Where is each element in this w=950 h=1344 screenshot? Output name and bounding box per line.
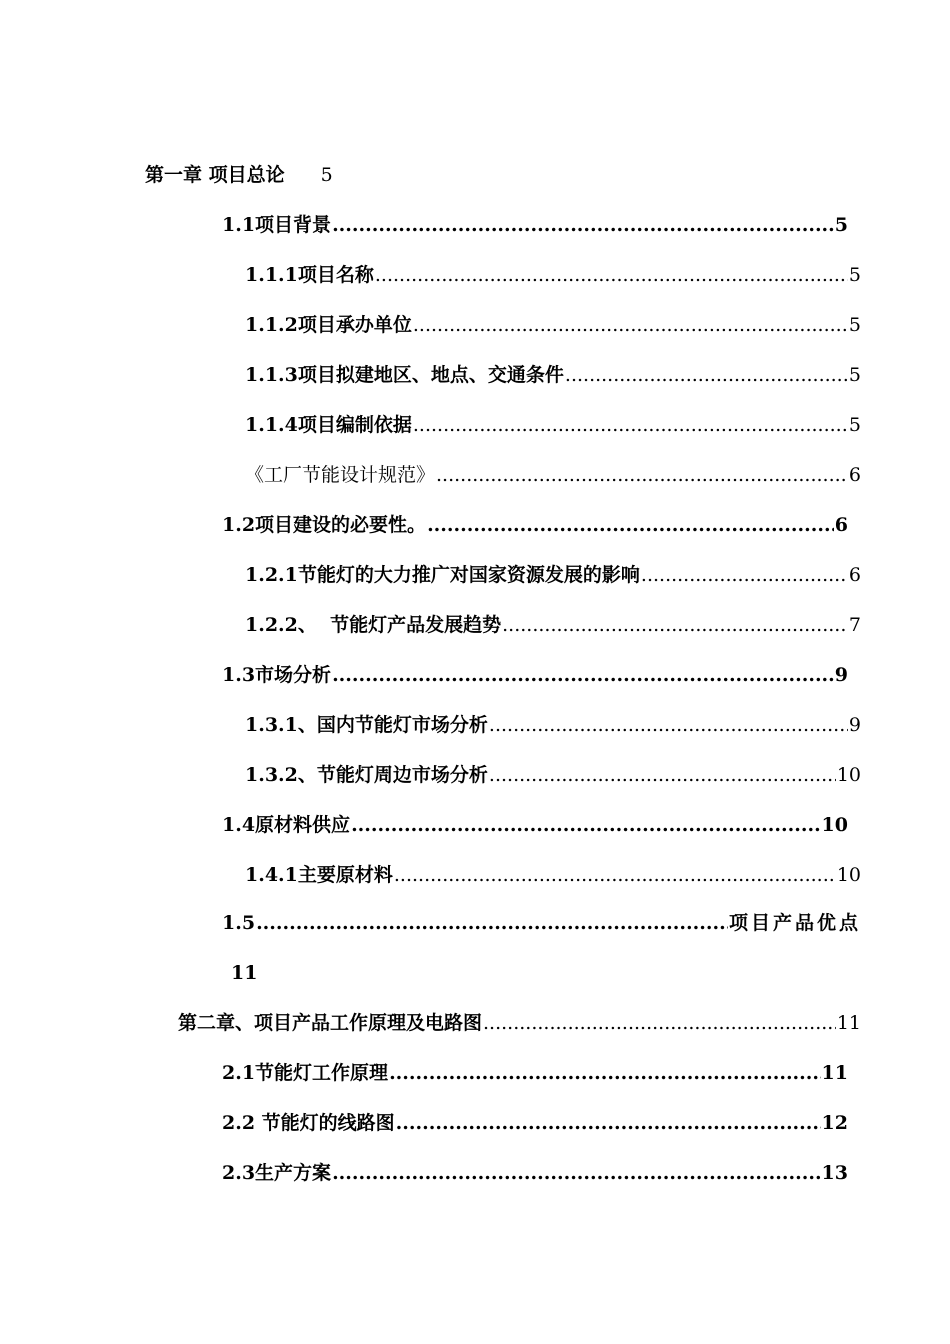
toc-entry-title: 1.1.2项目承办单位 — [245, 314, 412, 336]
toc-entry-title: 1.2.1节能灯的大力推广对国家资源发展的影响 — [245, 564, 640, 586]
toc-leader — [489, 712, 848, 738]
toc-entry-1-2[interactable] — [222, 512, 848, 538]
toc-entry-page: 10 — [821, 814, 848, 836]
toc-entry-1-3[interactable] — [222, 662, 848, 688]
toc-leader — [332, 1160, 820, 1186]
toc-entry-1-1-4[interactable] — [245, 412, 861, 438]
toc-entry-title: 1.1.4项目编制依据 — [245, 414, 412, 436]
toc-entry-2-2[interactable] — [222, 1110, 848, 1136]
toc-entry-page: 5 — [848, 264, 861, 286]
toc-entry-chapter-1[interactable] — [145, 162, 333, 188]
toc-leader — [394, 862, 836, 888]
toc-entry-page: 5 — [848, 314, 861, 336]
toc-entry-title: 2.3生产方案 — [222, 1162, 332, 1184]
toc-entry-title: 1.2项目建设的必要性。 — [222, 514, 427, 536]
toc-leader — [427, 512, 834, 538]
toc-entry-title: 第一章 项目总论 — [145, 164, 285, 186]
toc-entry-1-4-1[interactable] — [245, 862, 861, 888]
toc-entry-title: 《工厂节能设计规范》 — [245, 464, 436, 486]
toc-leader — [256, 910, 728, 936]
toc-entry-page: 6 — [848, 464, 861, 486]
toc-entry-page: 11 — [231, 962, 258, 984]
toc-entry-title: 1.5 — [222, 912, 256, 934]
toc-leader — [641, 562, 848, 588]
toc-entry-design-spec[interactable] — [245, 462, 861, 488]
toc-entry-page: 10 — [836, 864, 861, 886]
toc-entry-title: 1.1.1项目名称 — [245, 264, 374, 286]
toc-entry-page: 11 — [836, 1012, 861, 1034]
toc-entry-page: 7 — [848, 614, 861, 636]
toc-entry-title: 2.2 节能灯的线路图 — [222, 1112, 395, 1134]
toc-leader — [375, 262, 848, 288]
toc-entry-title: 1.2.2、 节能灯产品发展趋势 — [245, 614, 502, 636]
toc-entry-1-1-1[interactable] — [245, 262, 861, 288]
toc-entry-1-4[interactable] — [222, 812, 848, 838]
toc-entry-page: 6 — [848, 564, 861, 586]
toc-entry-chapter-2[interactable] — [178, 1010, 861, 1036]
toc-leader — [413, 412, 848, 438]
toc-entry-1-3-2[interactable] — [245, 762, 861, 788]
toc-entry-title: 第二章、项目产品工作原理及电路图 — [178, 1012, 483, 1034]
toc-entry-title: 1.4.1主要原材料 — [245, 864, 393, 886]
toc-entry-page: 5 — [848, 364, 861, 386]
toc-entry-page: 13 — [821, 1162, 848, 1184]
toc-entry-1-2-2[interactable] — [245, 612, 861, 638]
toc-entry-page: 5 — [320, 164, 333, 186]
toc-leader — [332, 662, 834, 688]
toc-entry-2-3[interactable] — [222, 1160, 848, 1186]
toc-leader — [483, 1010, 836, 1036]
toc-entry-1-2-1[interactable] — [245, 562, 861, 588]
toc-entry-title: 1.3.1、国内节能灯市场分析 — [245, 714, 488, 736]
toc-entry-1-1-2[interactable] — [245, 312, 861, 338]
toc-leader — [489, 762, 836, 788]
toc-entry-title: 1.1.3项目拟建地区、地点、交通条件 — [245, 364, 564, 386]
toc-entry-page: 11 — [821, 1062, 848, 1084]
toc-entry-page: 5 — [848, 414, 861, 436]
toc-entry-1-1[interactable] — [222, 212, 848, 238]
toc-leader — [396, 1110, 821, 1136]
toc-leader — [351, 812, 820, 838]
toc-leader — [502, 612, 848, 638]
toc-entry-page: 6 — [834, 514, 848, 536]
toc-entry-title: 1.4原材料供应 — [222, 814, 351, 836]
toc-entry-page: 9 — [834, 664, 848, 686]
toc-entry-page: 12 — [821, 1112, 848, 1134]
toc-entry-title: 1.3市场分析 — [222, 664, 332, 686]
toc-entry-1-5[interactable] — [222, 910, 861, 936]
toc-entry-page: 10 — [836, 764, 861, 786]
toc-entry-1-5-page[interactable] — [231, 960, 257, 986]
toc-entry-2-1[interactable] — [222, 1060, 848, 1086]
toc-entry-title: 1.1项目背景 — [222, 214, 332, 236]
toc-leader — [565, 362, 848, 388]
toc-entry-page: 5 — [834, 214, 848, 236]
toc-leader — [413, 312, 848, 338]
toc-leader — [436, 462, 848, 488]
toc-leader — [389, 1060, 820, 1086]
toc-entry-title: 2.1节能灯工作原理 — [222, 1062, 389, 1084]
toc-entry-1-3-1[interactable] — [245, 712, 861, 738]
toc-entry-page: 9 — [848, 714, 861, 736]
toc-leader — [332, 212, 834, 238]
toc-entry-title: 1.3.2、节能灯周边市场分析 — [245, 764, 488, 786]
toc-entry-title-tail: 项目产品优点 — [728, 912, 861, 934]
toc-entry-1-1-3[interactable] — [245, 362, 861, 388]
